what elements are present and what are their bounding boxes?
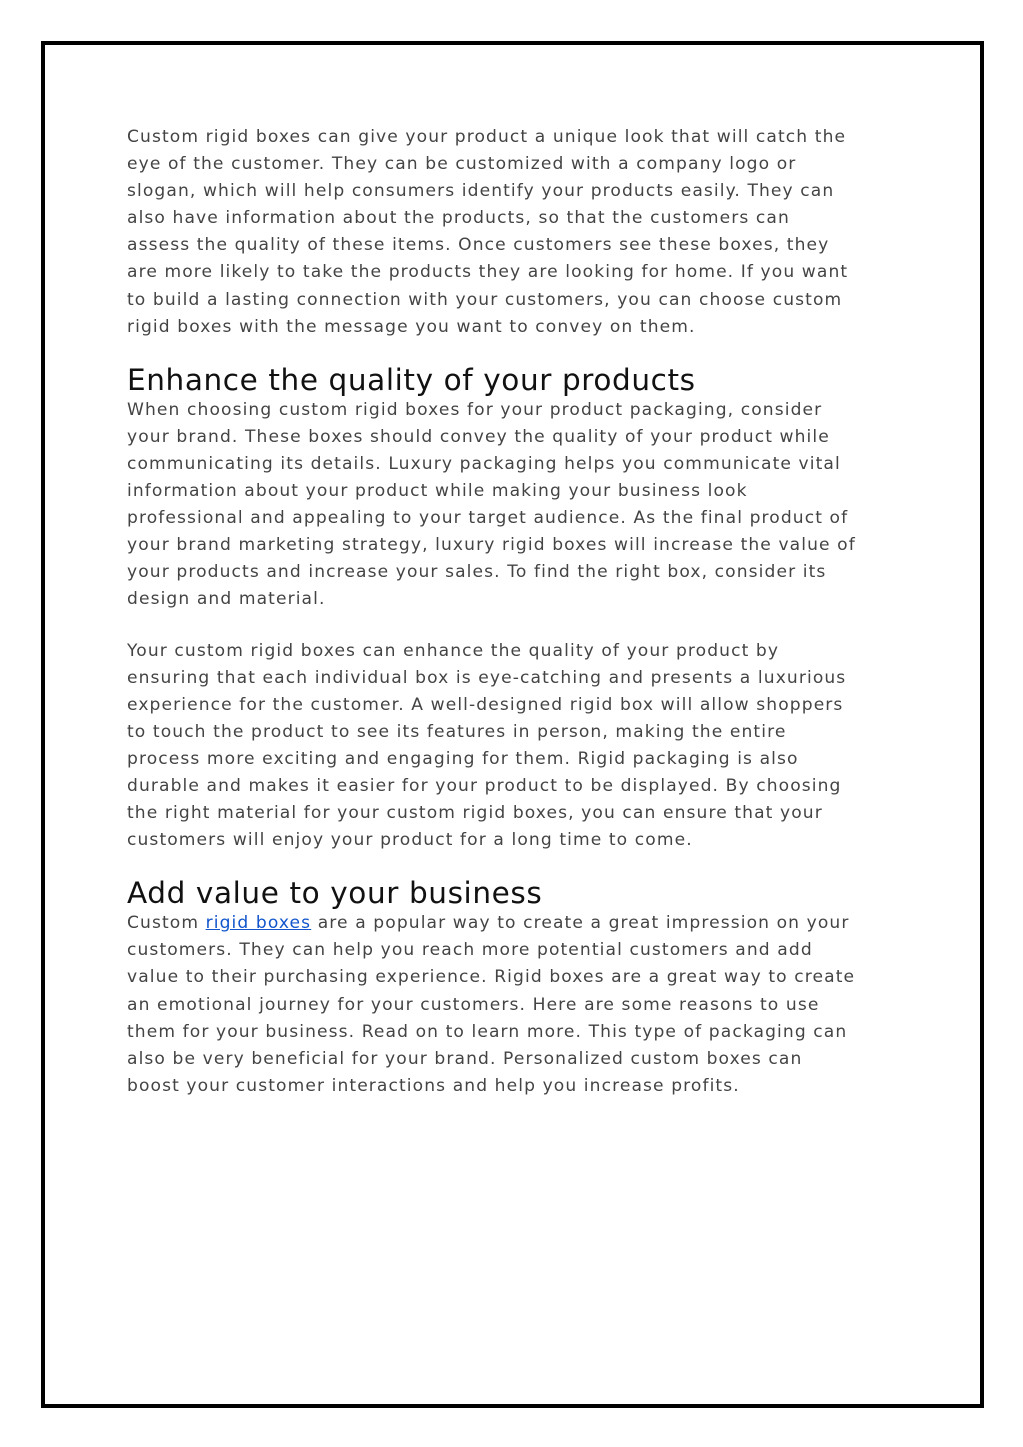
section1-paragraph-1: When choosing custom rigid boxes for your product packaging, consider your brand. These boxes should convey the quality of your product while communicating its details. Luxury packaging helps you communicate vital information about your product while making your business look professional and appealing to your target audience. As the final product of your brand marketing strategy, luxury rigid boxes will increase the value of your products and increase your sales. To find the right box, consider its design and material. (127, 399, 856, 610)
section2-text-before-link: Custom (127, 913, 206, 934)
section-heading-enhance-quality: Enhance the quality of your products (127, 362, 696, 397)
rigid-boxes-link[interactable]: rigid boxes (205, 913, 312, 934)
page-frame (41, 41, 984, 1408)
document-body (127, 124, 907, 1100)
section1-paragraph-2: Your custom rigid boxes can enhance the quality of your product by ensuring that each individual box is eye-catching and presents a luxurious experience for the customer. A well-designed rigid box will allow shoppers to touch the product to see its features in person, making the entire process more exciting and engaging for them. Rigid packaging is also durable and makes it easier for your product to be displayed. By choosing the right material for your custom rigid boxes, you can ensure that your customers will enjoy your product for a long time to come. (127, 640, 847, 851)
section2-text-after-link: are a popular way to create a great impression on your customers. They can help you reach more potential customers and add value to their purchasing experience. Rigid boxes are a great way to create an emotional journey for your customers. Here are some reasons to use them for your business. Read on to learn more. This type of packaging can also be very beneficial for your brand. Personalized custom boxes can boost your customer interactions and help you increase profits. (127, 913, 856, 1096)
section2-paragraph (127, 910, 907, 1100)
intro-paragraph: Custom rigid boxes can give your product a unique look that will catch the eye of the customer. They can be customized with a company logo or slogan, which will help consumers identify your products easily. They can also have information about the products, so that the customers can assess the quality of these items. Once customers see these boxes, they are more likely to take the products they are looking for home. If you want to build a lasting connection with your customers, you can choose custom rigid boxes with the message you want to convey on them. (127, 127, 849, 337)
section-heading-add-value: Add value to your business (127, 876, 543, 911)
